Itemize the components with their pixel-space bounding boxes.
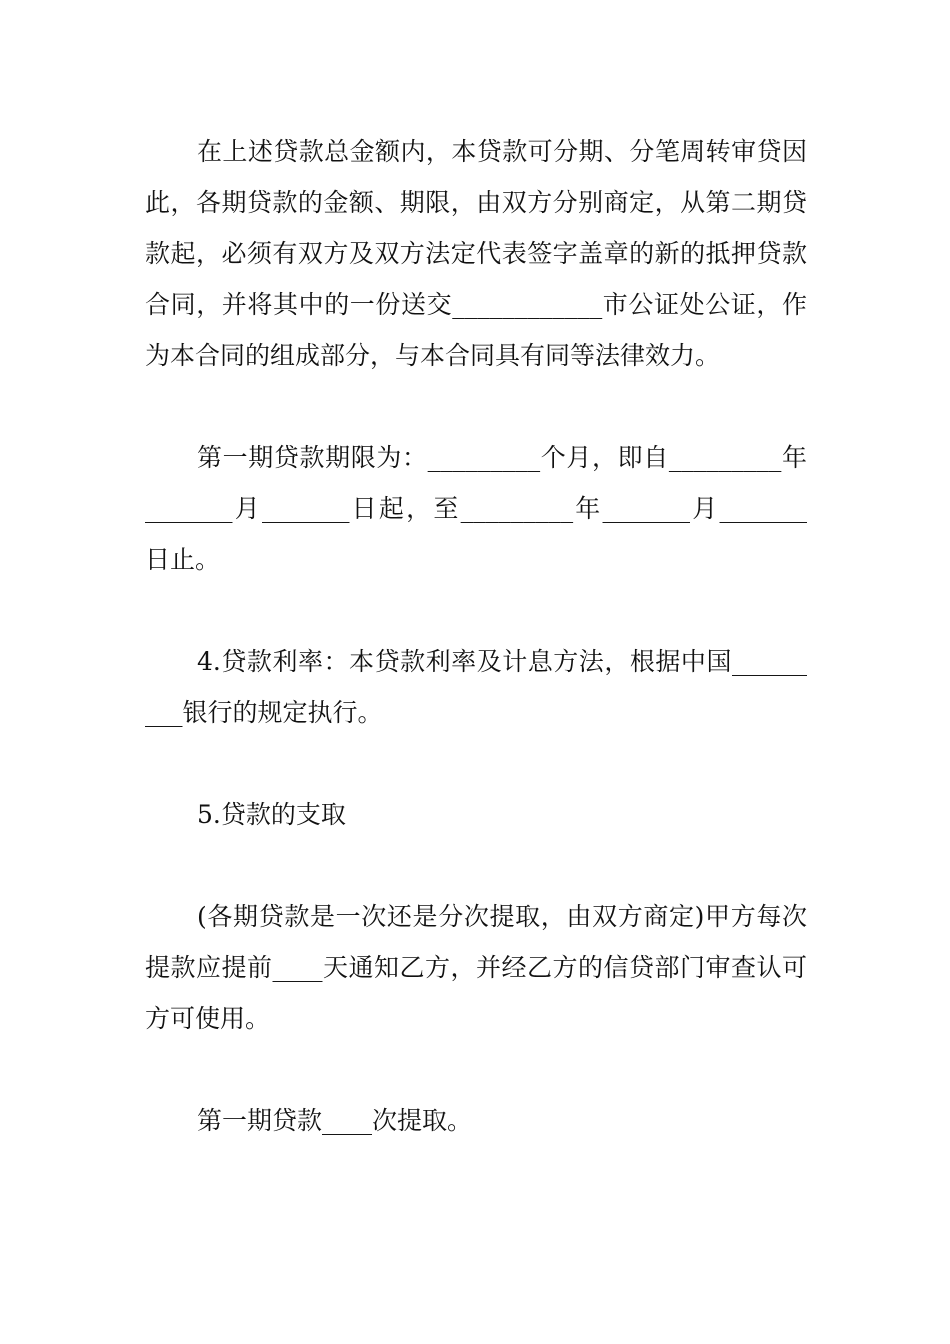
paragraph-spacer [145, 738, 807, 789]
document-body [145, 126, 807, 1146]
paragraph-withdrawal-notice: (各期贷款是一次还是分次提取，由双方商定)甲方每次提款应提前____天通知乙方，并经乙方的信贷部门审查认可方可使用。 [145, 902, 807, 1033]
section-heading-loan-withdrawal: 5.贷款的支取 [197, 800, 346, 829]
paragraph-spacer [145, 840, 807, 891]
paragraph-first-loan-term: 第一期贷款期限为：_________个月，即自_________年_______月_______日起，至_________年_______月_______日止。 [145, 443, 807, 574]
paragraph-spacer [145, 1044, 807, 1095]
paragraph-spacer [145, 585, 807, 636]
paragraph-first-withdrawal-count: 第一期贷款____次提取。 [197, 1106, 473, 1135]
paragraph-spacer [145, 381, 807, 432]
paragraph-loan-interest-rate: 4.贷款利率：本贷款利率及计息方法，根据中国_________银行的规定执行。 [145, 647, 807, 727]
paragraph-loan-installments: 在上述贷款总金额内，本贷款可分期、分笔周转审贷因此，各期贷款的金额、期限，由双方分别商定，从第二期贷款起，必须有双方及双方法定代表签字盖章的新的抵押贷款合同，并将其中的一份送交____________市公证处公证，作为本合同的组成部分，与本合同具有同等法律效力。 [145, 137, 807, 370]
